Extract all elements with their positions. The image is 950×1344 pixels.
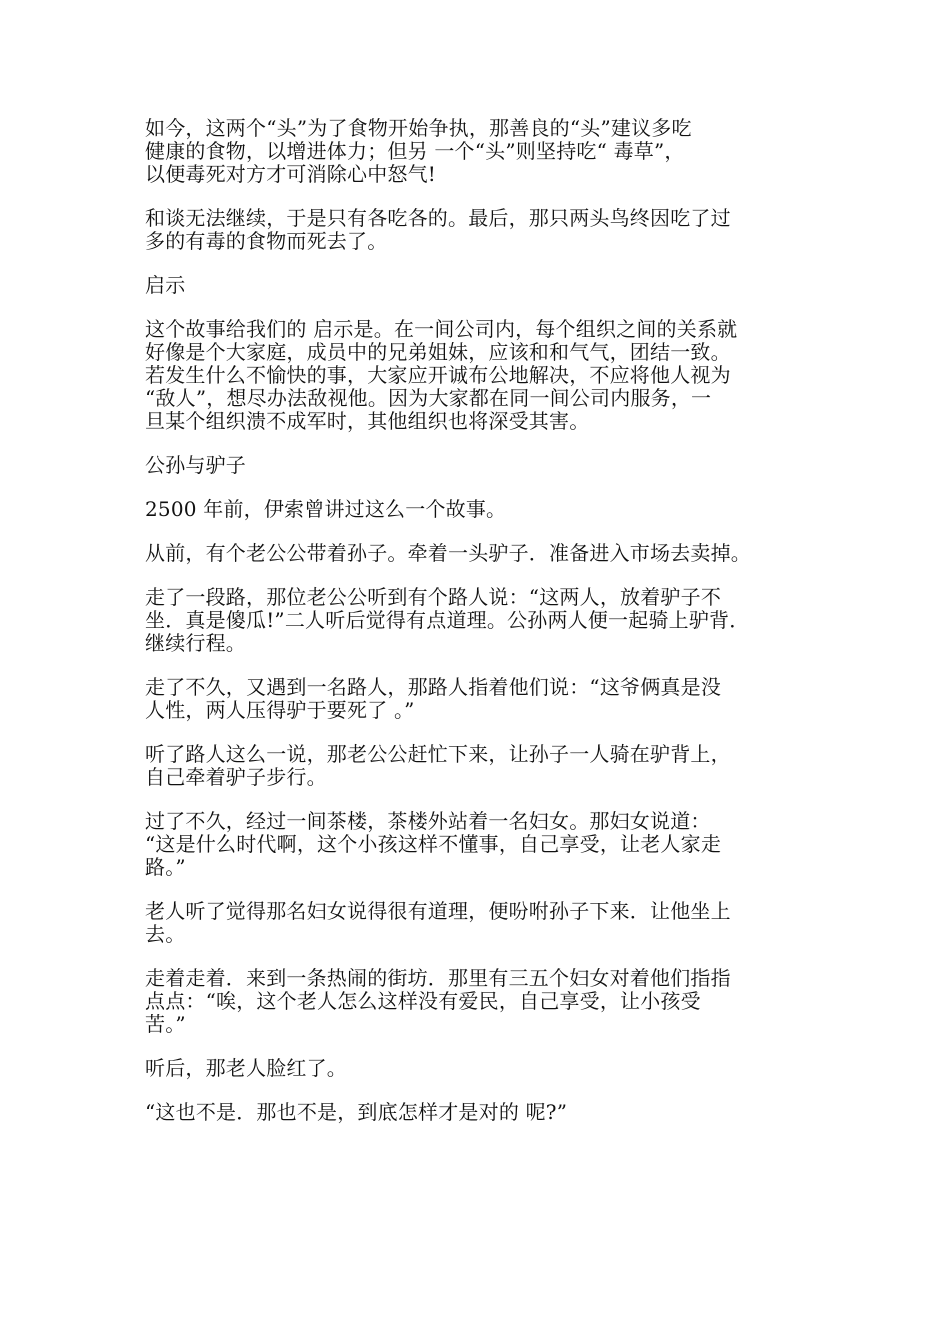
paragraph-second-passerby: 走了不久，又遇到一名路人，那路人指着他们说：“这爷俩真是没 人性，两人压得驴于要死了 。” bbox=[145, 675, 722, 722]
paragraph-going-to-market: 从前，有个老公公带着孙子。牵着一头驴子．准备进入市场去卖掉。 bbox=[145, 541, 751, 565]
paragraph-aesop-intro: 2500 年前，伊索曾讲过这么一个故事。 bbox=[145, 497, 507, 521]
paragraph-inspiration-body: 这个故事给我们的 启示是。在一间公司内，每个组织之间的关系就 好像是个大家庭，成员中的兄弟姐妹，应该和和气气，团结一致。 若发生什么不愉快的事，大家应开诚布公地解决，不应将他人视为 “敌人”，想尽办法敌视他。因为大家都在同一间公司内服务，一 旦某个组织溃不成军时，其他组织也将深受其害。 bbox=[145, 317, 738, 433]
section-heading-inspiration: 启示 bbox=[145, 273, 186, 297]
section-heading-grandfather-and-donkey: 公孙与驴子 bbox=[145, 453, 246, 477]
document-body bbox=[145, 117, 815, 1145]
paragraph-final-question: “这也不是．那也不是，到底怎样才是对的 呢?” bbox=[145, 1100, 568, 1124]
paragraph-teahouse-woman: 过了不久，经过一间茶楼，茶楼外站着一名妇女。那妇女说道： “这是什么时代啊，这个小孩这样不懂事，自己享受，让老人家走 路。” bbox=[145, 809, 722, 879]
paragraph-old-man-blushes: 听后，那老人脸红了。 bbox=[145, 1056, 347, 1080]
paragraph-two-headed-bird-quarrel: 如今，这两个“头”为了食物开始争执，那善良的“头”建议多吃 健康的食物，以增进体力；但另 一个“头”则坚持吃“ 毒草”， 以便毒死对方才可消除心中怒气! bbox=[145, 116, 692, 186]
paragraph-grandfather-rides: 老人听了觉得那名妇女说得很有道理，便吩咐孙子下来．让他坐上 去。 bbox=[145, 899, 731, 946]
paragraph-first-passerby: 走了一段路，那位老公公听到有个路人说：“这两人，放着驴子不 坐．真是傻瓜!”二人听后觉得有点道理。公孙两人便一起骑上驴背． 继续行程。 bbox=[145, 585, 750, 655]
paragraph-grandfather-walks: 听了路人这么一说，那老公公赶忙下来，让孙子一人骑在驴背上， 自己牵着驴子步行。 bbox=[145, 742, 731, 789]
paragraph-street-women: 走着走着．来到一条热闹的街坊．那里有三五个妇女对着他们指指 点点：“唉，这个老人怎么这样没有爱民，自己享受，让小孩受 苦。” bbox=[145, 966, 731, 1036]
paragraph-bird-dies: 和谈无法继续，于是只有各吃各的。最后，那只两头鸟终因吃了过 多的有毒的食物而死去了。 bbox=[145, 206, 731, 253]
